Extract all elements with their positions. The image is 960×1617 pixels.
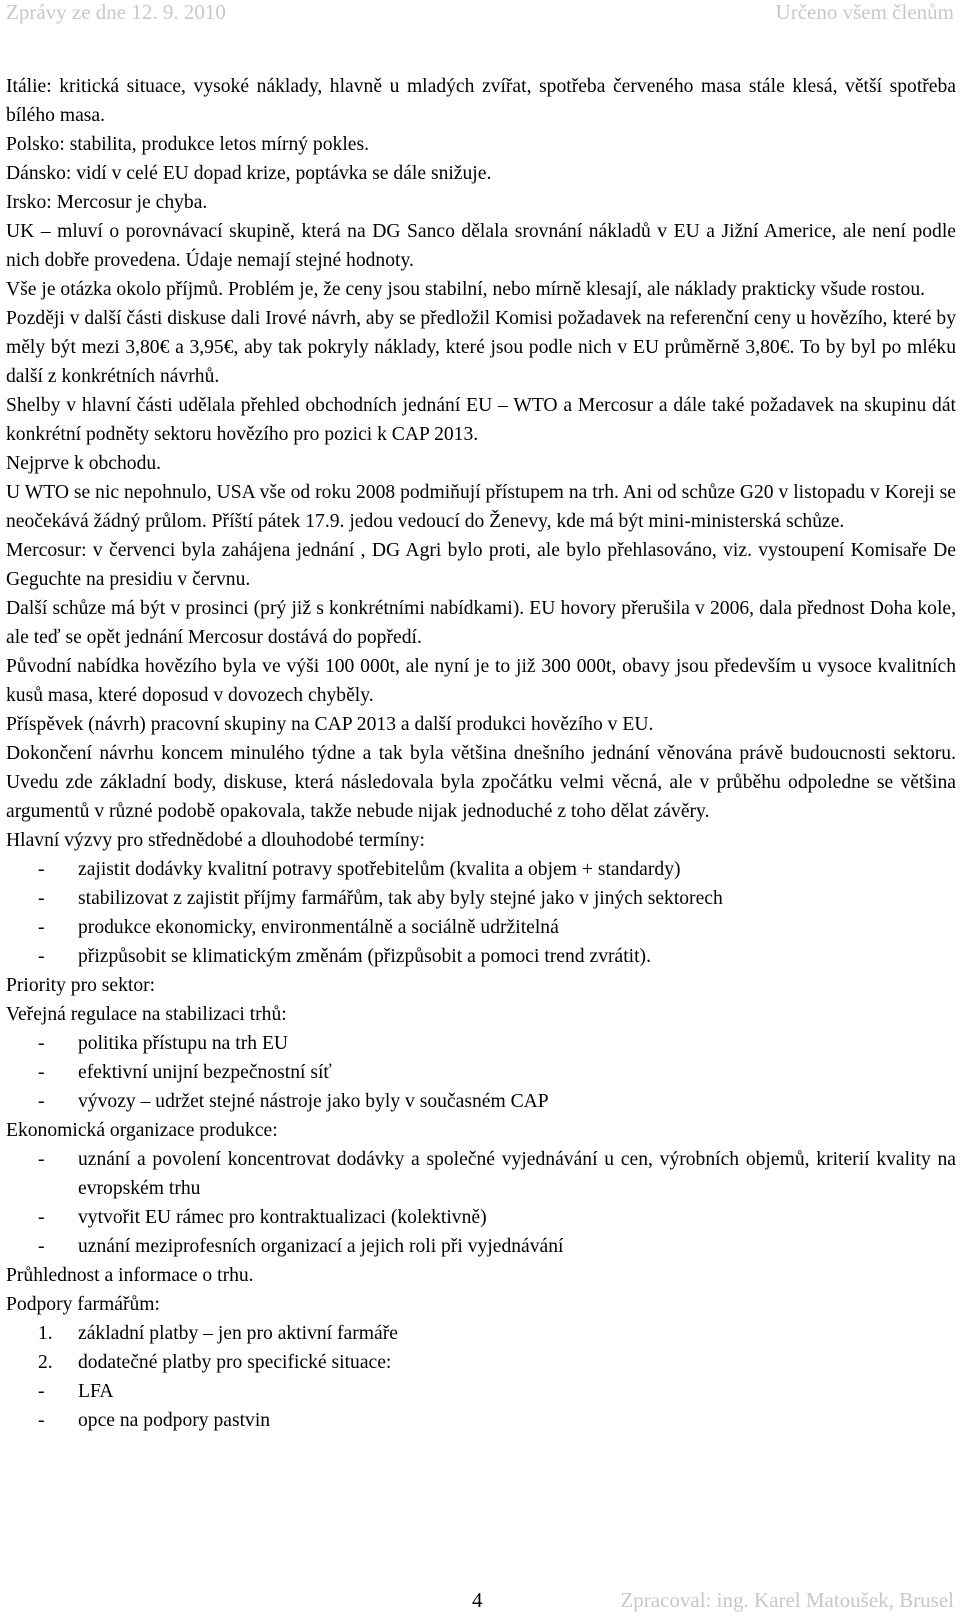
list-item-text: produkce ekonomicky, environmentálně a sociálně udržitelná: [78, 917, 559, 938]
paragraph-next-meeting: Další schůze má být v prosinci (prý již s konkrétními nabídkami). EU hovory přerušila v 2006, dala přednost Doha kole, ale teď se opět jednání Mercosur dostává do popředí.: [6, 598, 956, 648]
list-marker: -: [38, 1236, 45, 1257]
paragraph-income: Vše je otázka okolo příjmů. Problém je, že ceny jsou stabilní, nebo mírně klesají, ale náklady prakticky všude rostou.: [6, 279, 926, 300]
list-marker: 1.: [38, 1323, 53, 1344]
paragraph-shelby: Shelby v hlavní části udělala přehled obchodních jednání EU – WTO a Mercosur a dále také požadavek na skupinu dát konkrétní podněty sektoru hovězího pro pozici k CAP 2013.: [6, 395, 956, 445]
document-body: [6, 72, 956, 1435]
list-item-text: opce na podpory pastvin: [78, 1410, 271, 1431]
list-item-text: vývozy – udržet stejné nástroje jako byly v současném CAP: [78, 1091, 549, 1112]
page-header: [0, 0, 960, 28]
list-item: [6, 1145, 956, 1203]
list-item: [6, 913, 956, 942]
list-marker: -: [38, 1149, 45, 1170]
list-item: [6, 1348, 956, 1377]
list-item-text: LFA: [78, 1381, 114, 1402]
page-number: 4: [472, 1588, 483, 1612]
list-item: [6, 1232, 956, 1261]
paragraph-mercosur: Mercosur: v červenci byla zahájena jednání , DG Agri bylo proti, ale bylo přehlasováno, viz. vystoupení Komisaře De Geguchte na presidiu v červnu.: [6, 540, 956, 590]
heading-public-regulation: Veřejná regulace na stabilizaci trhů:: [6, 1004, 287, 1025]
heading-economic-organization: Ekonomická organizace produkce:: [6, 1120, 278, 1141]
heading-market-transparency: Průhlednost a informace o trhu.: [6, 1265, 254, 1286]
paragraph-trade-heading: Nejprve k obchodu.: [6, 453, 162, 474]
list-item-text: efektivní unijní bezpečnostní síť: [78, 1062, 332, 1083]
header-date: Zprávy ze dne 12. 9. 2010: [6, 0, 226, 24]
paragraph-proposal-completion: Dokončení návrhu koncem minulého týdne a tak byla většina dnešního jednání věnována právě budoucnosti sektoru. Uvedu zde základní body, diskuse, která následovala byla zpočátku velmi věcná, ale v průběhu odpoledne se většina argumentů v různé podobě opakovala, takže nebude nijak jednoduché z toho dělat závěry.: [6, 743, 956, 822]
heading-sector-priorities: Priority pro sektor:: [6, 975, 156, 996]
list-item: [6, 855, 956, 884]
paragraph-beef-offer: Původní nabídka hovězího byla ve výši 100 000t, ale nyní je to již 300 000t, obavy jsou především u vysoce kvalitních kusů masa, které doposud v dovozech chyběly.: [6, 656, 956, 706]
list-marker: 2.: [38, 1352, 53, 1373]
paragraph-italy: Itálie: kritická situace, vysoké náklady, hlavně u mladých zvířat, spotřeba červeného masa stále klesá, větší spotřeba bílého masa.: [6, 76, 956, 126]
list-item-text: dodatečné platby pro specifické situace:: [78, 1352, 392, 1373]
list-marker: -: [38, 946, 45, 967]
list-marker: -: [38, 917, 45, 938]
list-item-text: uznání a povolení koncentrovat dodávky a společné vyjednávání u cen, výrobních objemů, kriterií kvality na evropském trhu: [78, 1149, 956, 1199]
list-item: [6, 1203, 956, 1232]
paragraph-ireland: Irsko: Mercosur je chyba.: [6, 192, 208, 213]
paragraph-denmark: Dánsko: vidí v celé EU dopad krize, poptávka se dále snižuje.: [6, 163, 492, 184]
list-item: [6, 1058, 956, 1087]
paragraph-cap-contribution: Příspěvek (návrh) pracovní skupiny na CAP 2013 a další produkci hovězího v EU.: [6, 714, 654, 735]
list-marker: -: [38, 1091, 45, 1112]
list-item-text: stabilizovat z zajistit příjmy farmářům, tak aby byly stejné jako v jiných sektorech: [78, 888, 723, 909]
list-marker: -: [38, 1062, 45, 1083]
heading-main-challenges: Hlavní výzvy pro střednědobé a dlouhodobé termíny:: [6, 830, 425, 851]
list-item: [6, 1087, 956, 1116]
heading-farmer-support: Podpory farmářům:: [6, 1294, 160, 1315]
footer-author: Zpracoval: ing. Karel Matoušek, Brusel: [620, 1588, 954, 1612]
list-item-text: zajistit dodávky kvalitní potravy spotřebitelům (kvalita a objem + standardy): [78, 859, 681, 880]
list-item: [6, 1377, 956, 1406]
list-marker: -: [38, 1207, 45, 1228]
header-audience: Určeno všem členům: [775, 0, 954, 24]
list-marker: -: [38, 1381, 45, 1402]
list-marker: -: [38, 1033, 45, 1054]
list-item: [6, 1029, 956, 1058]
list-item-text: vytvořit EU rámec pro kontraktualizaci (kolektivně): [78, 1207, 487, 1228]
list-marker: -: [38, 888, 45, 909]
list-marker: -: [38, 1410, 45, 1431]
list-item-text: uznání meziprofesních organizací a jejich roli při vyjednávání: [78, 1236, 564, 1257]
list-item: [6, 1319, 956, 1348]
list-item: [6, 1406, 956, 1435]
list-item-text: základní platby – jen pro aktivní farmáře: [78, 1323, 398, 1344]
list-item-text: přizpůsobit se klimatickým změnám (přizpůsobit a pomoci trend zvrátit).: [78, 946, 651, 967]
paragraph-irish-proposal: Později v další části diskuse dali Irové návrh, aby se předložil Komisi požadavek na referenční ceny u hovězího, které by měly být mezi 3,80€ a 3,95€, aby tak pokryly náklady, které jsou podle nich v EU průměrně 3,80€. To by byl po mléku další z konkrétních návrhů.: [6, 308, 956, 387]
list-marker: -: [38, 859, 45, 880]
paragraph-poland: Polsko: stabilita, produkce letos mírný pokles.: [6, 134, 369, 155]
list-item: [6, 884, 956, 913]
list-item-text: politika přístupu na trh EU: [78, 1033, 289, 1054]
paragraph-uk: UK – mluví o porovnávací skupině, která na DG Sanco dělala srovnání nákladů v EU a Jižní Americe, ale není podle nich dobře provedena. Údaje nemají stejné hodnoty.: [6, 221, 956, 271]
list-item: [6, 942, 956, 971]
paragraph-wto: U WTO se nic nepohnulo, USA vše od roku 2008 podmiňují přístupem na trh. Ani od schůze G20 v listopadu v Koreji se neočekává žádný průlom. Příští pátek 17.9. jedou vedoucí do Ženevy, kde má být mini-ministerská schůze.: [6, 482, 956, 532]
page-footer: [0, 1588, 960, 1617]
